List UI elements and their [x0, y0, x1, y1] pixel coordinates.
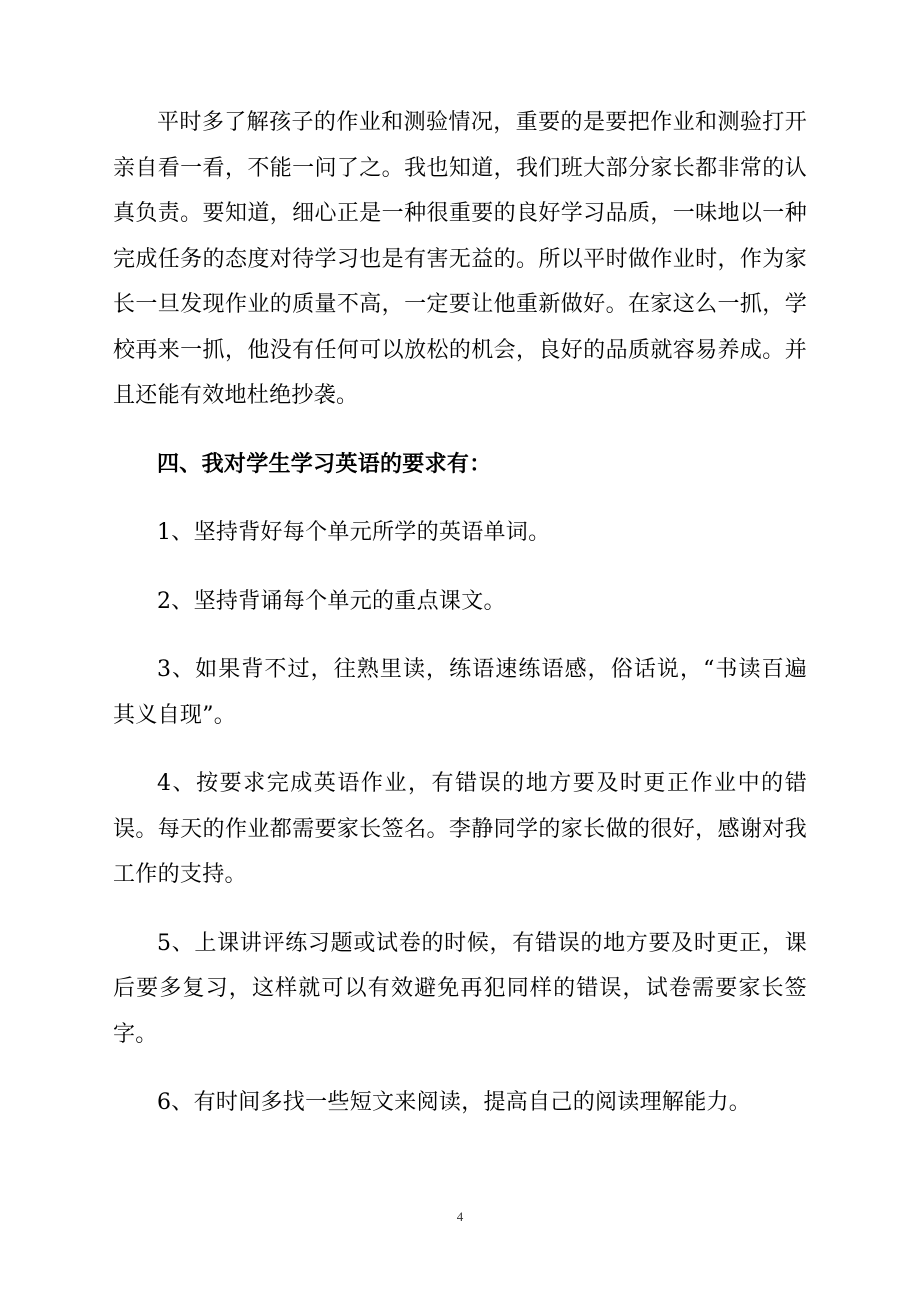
requirement-item-4: 4、按要求完成英语作业，有错误的地方要及时更正作业中的错误。每天的作业都需要家长签名。李静同学的家长做的很好，感谢对我工作的支持。: [113, 771, 807, 887]
intro-paragraph: 平时多了解孩子的作业和测验情况，重要的是要把作业和测验打开亲自看一看，不能一问了之。我也知道，我们班大部分家长都非常的认真负责。要知道，细心正是一种很重要的良好学习品质，一味地以一种完成任务的态度对待学习也是有害无益的。所以平时做作业时，作为家长一旦发现作业的质量不高，一定要让他重新做好。在家这么一抓，学校再来一抓，他没有任何可以放松的机会，良好的品质就容易养成。并且还能有效地杜绝抄袭。: [113, 110, 807, 408]
requirement-item-6: 6、有时间多找一些短文来阅读，提高自己的阅读理解能力。: [157, 1090, 752, 1115]
requirement-item-5: 5、上课讲评练习题或试卷的时候，有错误的地方要及时更正，课后要多复习，这样就可以有效避免再犯同样的错误，试卷需要家长签字。: [113, 930, 807, 1047]
section-heading: 四、我对学生学习英语的要求有：: [157, 450, 492, 477]
document-body: [113, 100, 807, 1126]
requirement-item-3: 3、如果背不过，往熟里读，练语速练语感，俗话说，“书读百遍其义自现”。: [113, 657, 807, 728]
requirement-item-2: 2、坚持背诵每个单元的重点课文。: [157, 588, 506, 614]
requirement-item-1: 1、坚持背好每个单元所学的英语单词。: [157, 520, 551, 545]
page-number: 4: [456, 1209, 464, 1224]
